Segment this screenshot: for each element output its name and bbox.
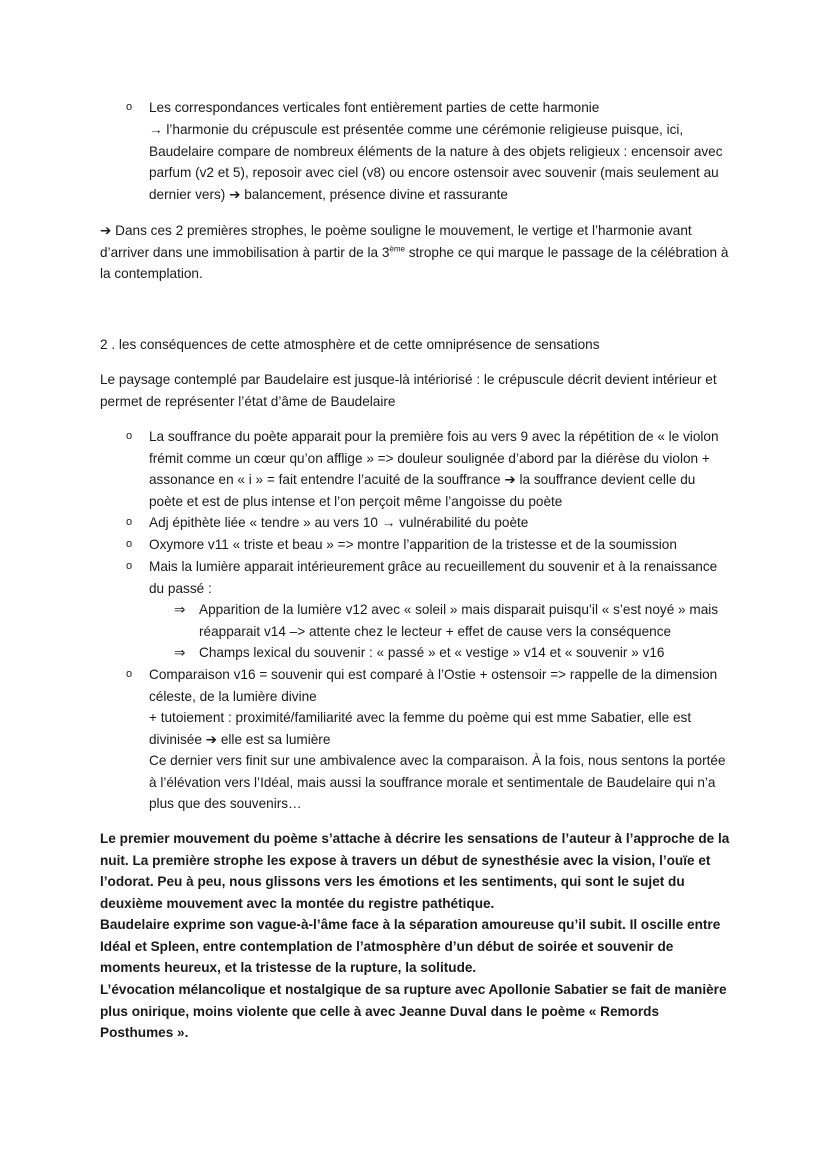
list-bullet: o (126, 668, 133, 680)
list-bullet: o (126, 430, 133, 442)
list-item-continuation: + tutoiement : proximité/familiarité avec la femme du poème qui est mme Sabatier, elle est divinisée ➔ elle est sa lumière (149, 710, 692, 747)
sublist-item: Champs lexical du souvenir : « passé » et « vestige » v14 et « souvenir » v16 (199, 645, 665, 660)
conclusion-text-part2: strophe ce qui marque le passage de la célébration à la contemplation. (100, 244, 729, 282)
list-item: Les correspondances verticales font entièrement parties de cette harmonie (149, 100, 600, 115)
list-bullet: o (126, 538, 133, 550)
list-item: Comparaison v16 = souvenir qui est comparé à l’Ostie + ostensoir => rappelle de la dimension céleste, de la lumière divine (149, 667, 718, 704)
sublist-item: Apparition de la lumière v12 avec « soleil » mais disparait puisqu’il « s’est noyé » mais réapparait v14 –> attente chez le lecteur + effet de cause vers la conséquence (199, 602, 719, 639)
superscript: ème (389, 244, 405, 254)
list-item-continuation: → l’harmonie du crépuscule est présentée comme une cérémonie religieuse puisque, ici, Baudelaire compare de nombreux éléments de la nature à des objets religieux : encensoir avec parfum (v2 et 5), reposoir avec ciel (v8) ou encore ostensoir avec souvenir (mais seulement au dernier vers) ➔ balancement, présence divine et rassurante (149, 122, 723, 202)
bold-conclusion-paragraph: Baudelaire exprime son vague-à-l’âme face à la séparation amoureuse qu’il subit. Il oscille entre Idéal et Spleen, entre contemplation de l’atmosphère d’un début de soirée et souvenir de moments heureux, et la tristesse de la rupture, la solitude. (100, 917, 721, 976)
list-item: La souffrance du poète apparait pour la première fois au vers 9 avec la répétition de « le violon frémit comme un cœur qu’on afflige » => douleur soulignée d’abord par la diérèse du violon + assonance en « i » = fait entendre l’acuité de la souffrance ➔ la souffrance devient celle du poète et est de plus intense et l’on perçoit même l’angoisse du poète (149, 429, 719, 509)
list-bullet: o (126, 101, 133, 113)
list-item: Adj épithète liée « tendre » au vers 10 → vulnérabilité du poète (149, 515, 529, 530)
conclusion-text-part1: ➔ Dans ces 2 premières strophes, le poème souligne le mouvement, le vertige et l’harmonie avant d’arriver dans une immobilisation à partir de la 3 (100, 223, 692, 260)
sublist-arrow-icon: ⇒ (174, 645, 186, 660)
section-heading: 2 . les conséquences de cette atmosphère et de cette omniprésence de sensations (100, 337, 600, 352)
strophe-conclusion (100, 220, 730, 285)
bold-conclusion-paragraph: Le premier mouvement du poème s’attache à décrire les sensations de l’auteur à l’approche de la nuit. La première strophe les expose à travers un début de synesthésie avec la vision, l’ouïe et l’odorat. Peu à peu, nous glissons vers les émotions et les sentiments, qui sont le sujet du deuxième mouvement avec la montée du registre pathétique. (100, 831, 730, 911)
list-item: Oxymore v11 « triste et beau » => montre l’apparition de la tristesse et de la soumission (149, 537, 677, 552)
sublist-arrow-icon: ⇒ (174, 602, 186, 617)
list-bullet: o (126, 560, 133, 572)
list-item: Mais la lumière apparait intérieurement grâce au recueillement du souvenir et à la renaissance du passé : (149, 559, 718, 596)
bold-conclusion-paragraph: L’évocation mélancolique et nostalgique de sa rupture avec Apollonie Sabatier se fait de manière plus onirique, moins violente que celle à avec Jeanne Duval dans le poème « Remords Posthumes ». (100, 982, 727, 1041)
section-intro: Le paysage contemplé par Baudelaire est jusque-là intériorisé : le crépuscule décrit devient intérieur et permet de représenter l’état d’âme de Baudelaire (100, 372, 717, 409)
list-bullet: o (126, 516, 133, 528)
list-item-note: Ce dernier vers finit sur une ambivalence avec la comparaison. À la fois, nous sentons la portée à l’élévation vers l’Idéal, mais aussi la souffrance morale et sentimentale de Baudelaire qui n’a plus que des souvenirs… (149, 753, 726, 812)
